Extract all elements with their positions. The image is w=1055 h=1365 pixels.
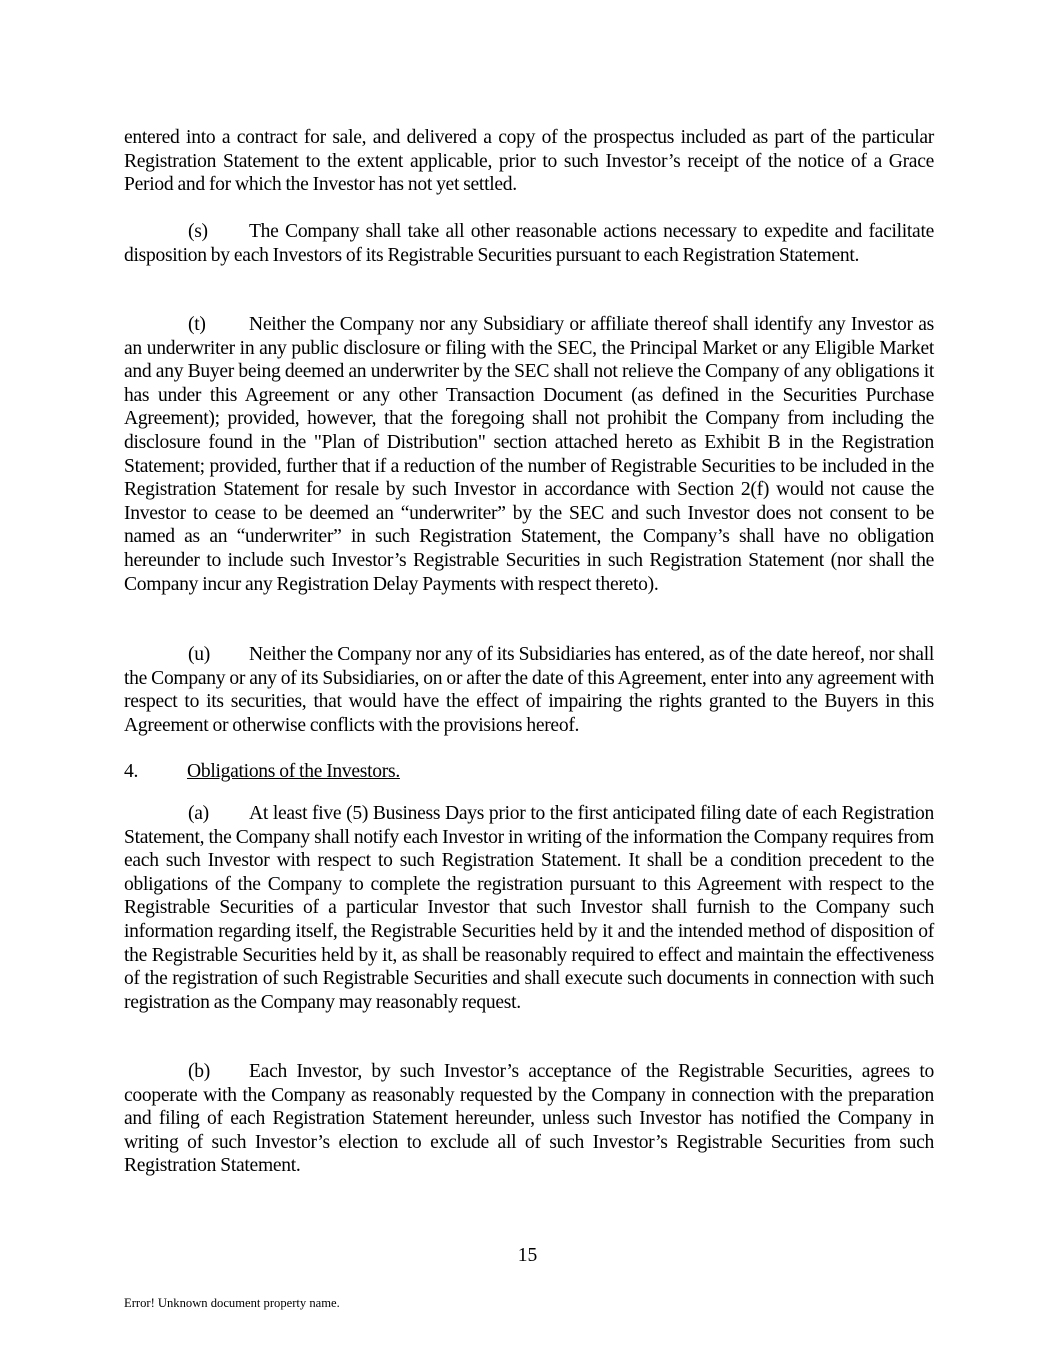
paragraph-t [124,313,934,596]
paragraph-4a-text: At least five (5) Business Days prior to the first anticipated filing date of each Registration Statement, the Company shall notify each Investor in writing of the information the Company requires from each such Investor with respect to such Registration Statement. It shall be a condition precedent to the obligations of the Company to complete the registration pursuant to this Agreement with respect to the Registrable Securities of a particular Investor that such Investor shall furnish to the Company such information regarding itself, the Registrable Securities held by it and the intended method of disposition of the Registrable Securities held by it, as shall be reasonably required to effect and maintain the effectiveness of the registration of such Registrable Securities and shall execute such documents in connection with such registration as the Company may reasonably request. [124,803,934,1013]
section-4-number: 4. [124,761,139,782]
section-4-heading [124,760,934,784]
paragraph-u [124,643,934,737]
paragraph-4b-text: Each Investor, by such Investor’s acceptance of the Registrable Securities, agrees to cooperate with the Company as reasonably requested by the Company in connection with the preparation and filing of each Registration Statement hereunder, unless such Investor has notified the Company in writing of such Investor’s election to exclude all of such Investor’s Registrable Securities from such Registration Statement. [124,1061,934,1177]
paragraph-s [124,220,934,267]
paragraph-t-marker: (t) [188,314,206,335]
continuation-paragraph [124,126,934,197]
page-number: 15 [517,1245,538,1266]
section-4-title: Obligations of the Investors. [187,761,400,782]
paragraph-u-marker: (u) [188,644,210,665]
footer-document-property: Error! Unknown document property name. [124,1296,340,1310]
paragraph-4a [124,802,934,1014]
paragraph-t-text: Neither the Company nor any Subsidiary or affiliate thereof shall identify any Investor as an underwriter in any public disclosure or filing with the SEC, the Principal Market or any Eligible Market and any Buyer being deemed an underwriter by the SEC shall not relieve the Company of any obligations it has under this Agreement or any other Transaction Document (as defined in the Securities Purchase Agreement); provided, however, that the foregoing shall not prohibit the Company from including the disclosure found in the "Plan of Distribution" section attached hereto as Exhibit B in the Registration Statement; provided, further that if a reduction of the number of Registrable Securities to be included in the Registration Statement for resale by such Investor in accordance with Section 2(f) would not cause the Investor to cease to be deemed an “underwriter” by the SEC and such Investor does not consent to be named as an “underwriter” in such Registration Statement, the Company’s shall have no obligation hereunder to include such Investor’s Registrable Securities in such Registration Statement (nor shall the Company incur any Registration Delay Payments with respect thereto). [124,314,934,595]
paragraph-4a-marker: (a) [188,803,209,824]
paragraph-4b [124,1060,934,1178]
paragraph-s-marker: (s) [188,221,208,242]
paragraph-u-text: Neither the Company nor any of its Subsidiaries has entered, as of the date hereof, nor shall the Company or any of its Subsidiaries, on or after the date of this Agreement, enter into any agreement with respect to its securities, that would have the effect of impairing the rights granted to the Buyers in this Agreement or otherwise conflicts with the provisions hereof. [124,644,934,736]
continuation-text: entered into a contract for sale, and delivered a copy of the prospectus included as part of the particular Registration Statement to the extent applicable, prior to such Investor’s receipt of the notice of a Grace Period and for which the Investor has not yet settled. [124,127,934,196]
paragraph-4b-marker: (b) [188,1061,210,1082]
paragraph-s-text: The Company shall take all other reasonable actions necessary to expedite and facilitate disposition by each Investors of its Registrable Securities pursuant to each Registration Statement. [124,221,934,266]
